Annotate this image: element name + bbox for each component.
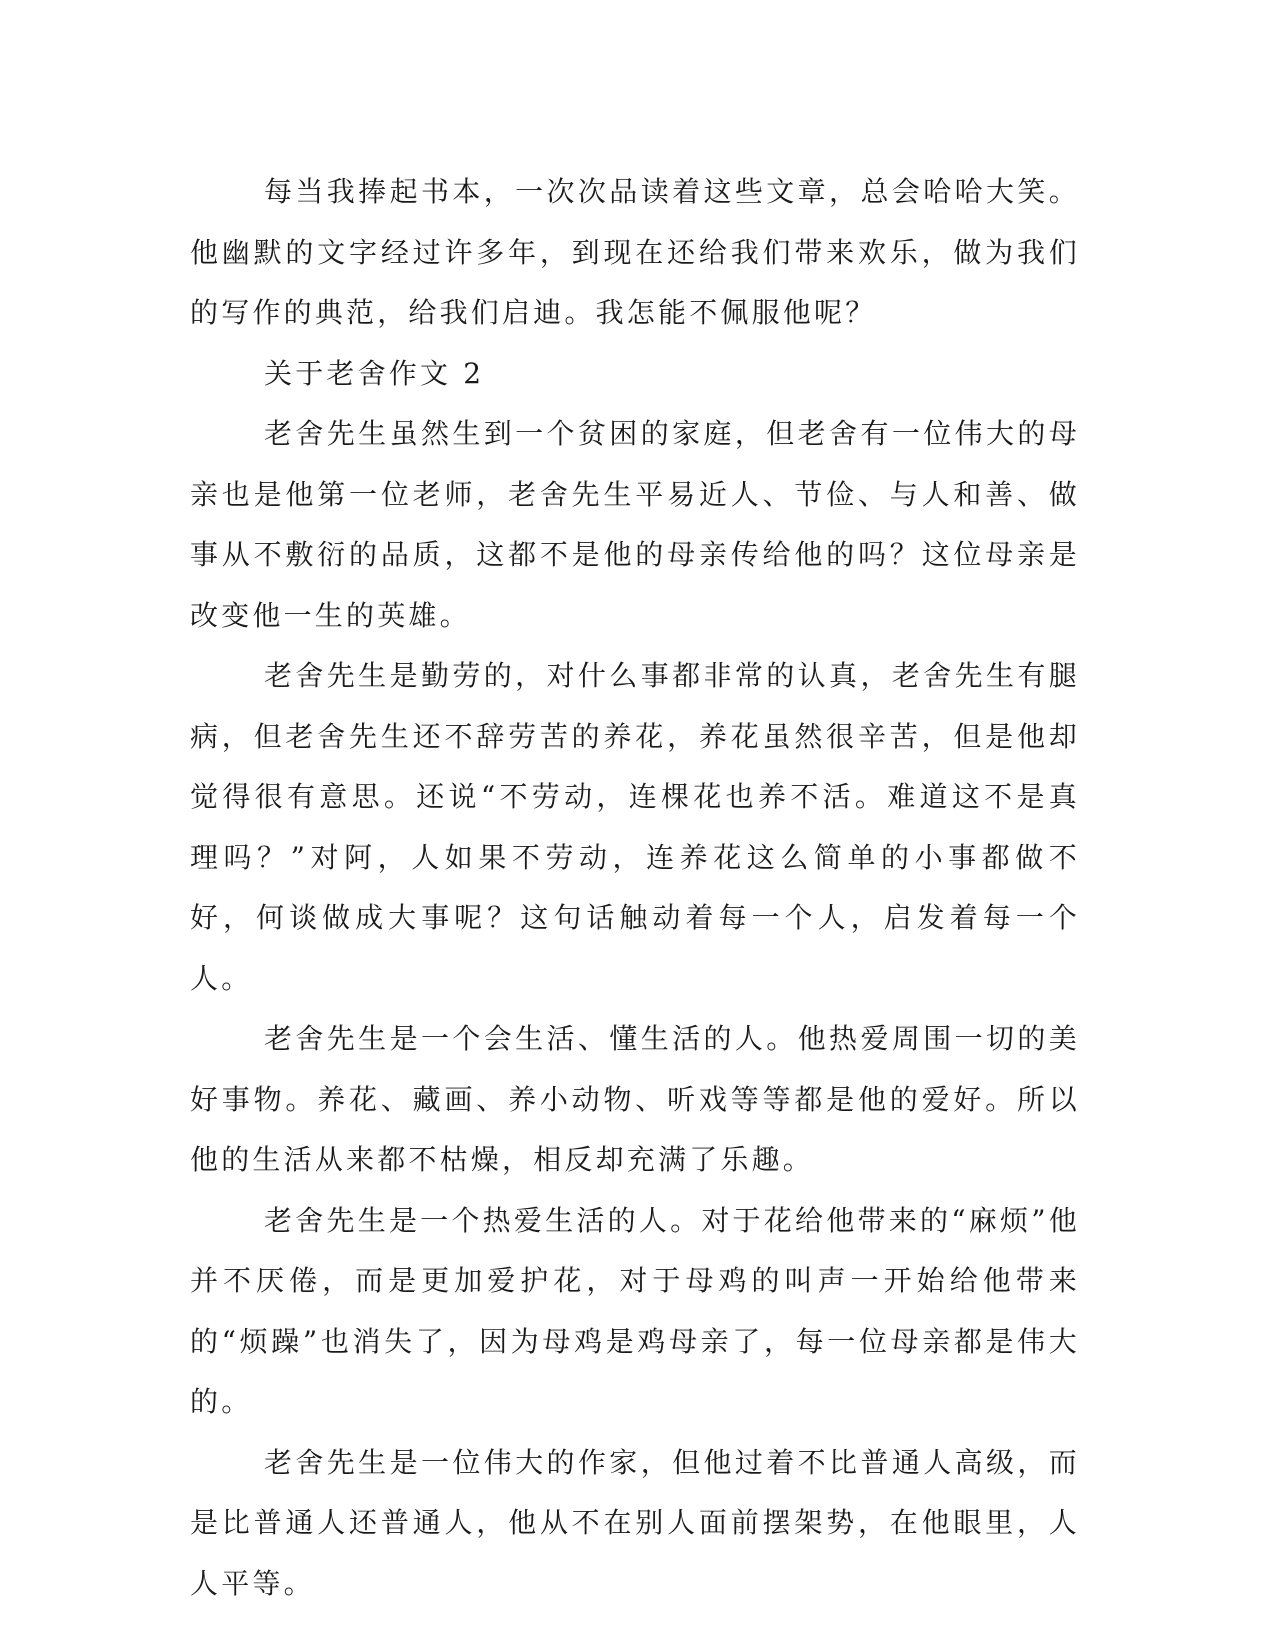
paragraph-5: 老舍先生是一个热爱生活的人。对于花给他带来的“麻烦”他并不厌倦，而是更加爱护花，对于母鸡的叫声一开始给他带来的“烦躁”也消失了，因为母鸡是鸡母亲了，每一位母亲都是伟大的。 bbox=[190, 1203, 1080, 1418]
section-heading: 关于老舍作文 2 bbox=[264, 356, 485, 390]
paragraph-1: 每当我捧起书本，一次次品读着这些文章，总会哈哈大笑。他幽默的文字经过许多年，到现在还给我们带来欢乐，做为我们的写作的典范，给我们启迪。我怎能不佩服他呢？ bbox=[190, 175, 1080, 329]
paragraph-6: 老舍先生是一位伟大的作家，但他过着不比普通人高级，而是比普通人还普通人，他从不在别人面前摆架势，在他眼里，人人平等。 bbox=[190, 1445, 1080, 1600]
document-body bbox=[190, 162, 1080, 1614]
paragraph-4: 老舍先生是一个会生活、懂生活的人。他热爱周围一切的美好事物。养花、藏画、养小动物、听戏等等都是他的爱好。所以他的生活从来都不枯燥，相反却充满了乐趣。 bbox=[190, 1022, 1080, 1176]
paragraph-3: 老舍先生是勤劳的，对什么事都非常的认真，老舍先生有腿病，但老舍先生还不辞劳苦的养花，养花虽然很辛苦，但是他却觉得很有意思。还说“不劳动，连棵花也养不活。难道这不是真理吗？”对阿，人如果不劳动，连养花这么简单的小事都做不好，何谈做成大事呢？这句话触动着每一个人，启发着每一个人。 bbox=[190, 659, 1080, 995]
paragraph-2: 老舍先生虽然生到一个贫困的家庭，但老舍有一位伟大的母亲也是他第一位老师，老舍先生平易近人、节俭、与人和善、做事从不敷衍的品质，这都不是他的母亲传给他的吗？这位母亲是改变他一生的英雄。 bbox=[190, 417, 1080, 632]
